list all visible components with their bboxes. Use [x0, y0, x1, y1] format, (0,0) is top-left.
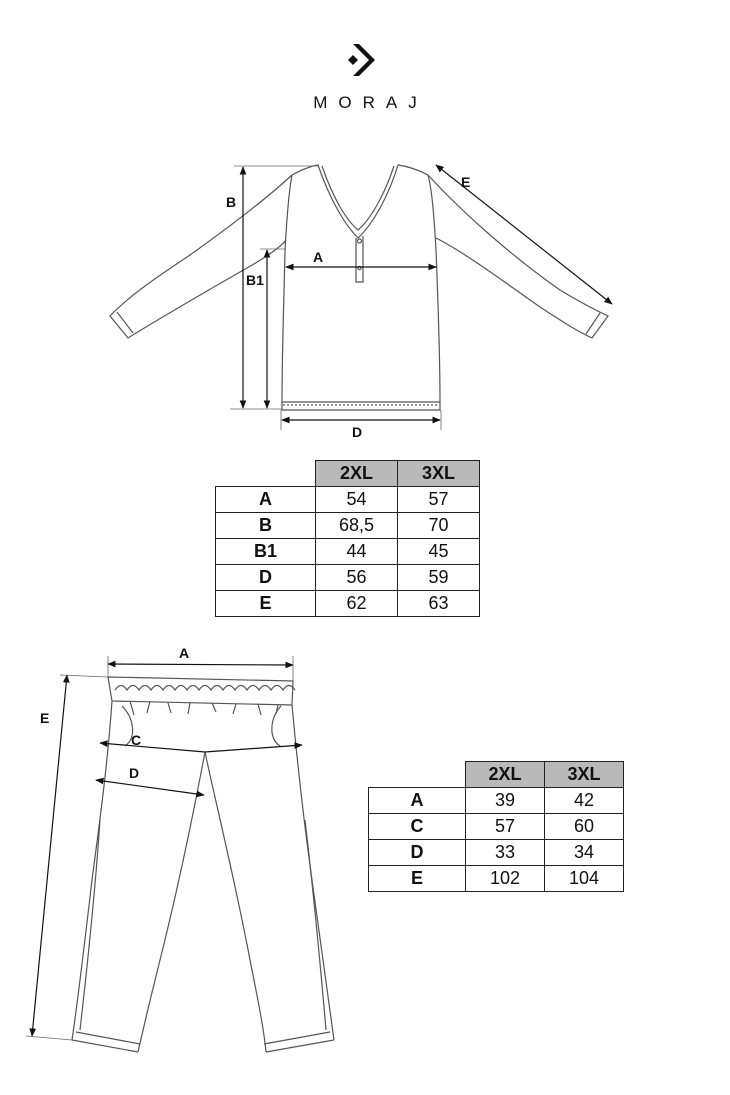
table-row	[216, 539, 480, 565]
table-cell: 104	[545, 866, 624, 892]
table-row	[216, 591, 480, 617]
table-row	[369, 814, 624, 840]
table-cell: 68,5	[316, 513, 398, 539]
table-row	[369, 840, 624, 866]
row-label: E	[216, 591, 316, 617]
row-label: D	[216, 565, 316, 591]
row-label: A	[216, 487, 316, 513]
table-row	[216, 565, 480, 591]
row-label: B	[216, 513, 316, 539]
table-corner	[216, 461, 316, 487]
pants-size-table	[368, 761, 624, 892]
pants-outline	[72, 677, 334, 1052]
table-cell: 54	[316, 487, 398, 513]
row-label: B1	[216, 539, 316, 565]
row-label: C	[369, 814, 466, 840]
table-cell: 57	[398, 487, 480, 513]
row-label: A	[369, 788, 466, 814]
table-corner	[369, 762, 466, 788]
column-header: 2XL	[316, 461, 398, 487]
pants-label-a: A	[179, 645, 190, 661]
table-cell: 33	[466, 840, 545, 866]
row-label: D	[369, 840, 466, 866]
table-row	[216, 513, 480, 539]
table-cell: 45	[398, 539, 480, 565]
shirt-label-b: B	[226, 194, 237, 210]
shirt-label-e: E	[461, 174, 471, 190]
pants-label-c: C	[131, 732, 142, 748]
table-cell: 63	[398, 591, 480, 617]
table-cell: 62	[316, 591, 398, 617]
table-row	[216, 487, 480, 513]
brand-name: MORAJ	[313, 93, 428, 112]
row-label: E	[369, 866, 466, 892]
table-header-row	[369, 762, 624, 788]
table-cell: 39	[466, 788, 545, 814]
table-cell: 70	[398, 513, 480, 539]
column-header: 3XL	[398, 461, 480, 487]
table-row	[369, 788, 624, 814]
table-row	[369, 866, 624, 892]
pants-label-d: D	[129, 765, 140, 781]
table-cell: 59	[398, 565, 480, 591]
shirt-label-a: A	[313, 249, 324, 265]
table-cell: 57	[466, 814, 545, 840]
table-cell: 60	[545, 814, 624, 840]
table-header-row	[216, 461, 480, 487]
shirt-label-b1: B1	[246, 272, 264, 288]
shirt-size-table	[215, 460, 480, 617]
shirt-outline	[110, 165, 608, 410]
pants-label-e: E	[40, 710, 50, 726]
table-cell: 44	[316, 539, 398, 565]
table-cell: 34	[545, 840, 624, 866]
shirt-label-d: D	[352, 424, 363, 440]
table-cell: 102	[466, 866, 545, 892]
table-cell: 42	[545, 788, 624, 814]
column-header: 3XL	[545, 762, 624, 788]
shirt-dimension-lines	[230, 165, 612, 430]
column-header: 2XL	[466, 762, 545, 788]
table-cell: 56	[316, 565, 398, 591]
